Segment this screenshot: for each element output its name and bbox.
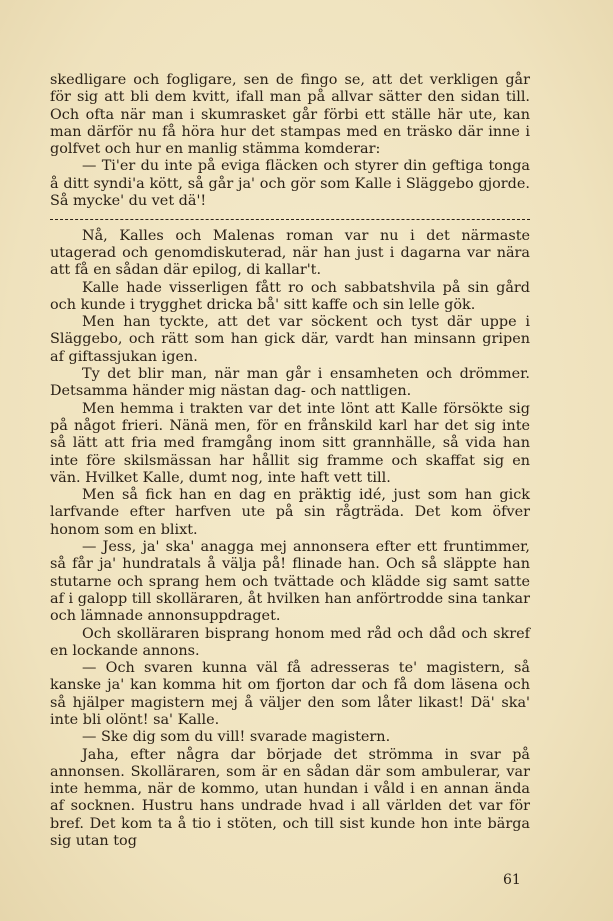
paragraph-7: Men hemma i trakten var det inte lönt att Kalle försökte sig på något frieri. Nänä men, för en frånskild karl har det sig inte så lätt att fria med framgång inom sitt grannhälle, så vida han inte före skilsmässan har hållit sig framme och skaffat sig en vän. Hvilket Kalle, dumt nog, inte haft vett till. [50, 400, 530, 486]
paragraph-13: Jaha, efter några dar började det strömma in svar på annonsen. Skolläraren, som är en sådan där som ambulerar, var inte hemma, när de kommo, utan hundan i våld i en annan ända af socknen. Hustru hans undrade hvad i all världen det var för bref. Det kom ta å tio i stöten, och till sist kunde hon inte bärga sig utan tog [50, 746, 530, 850]
paragraph-2: — Ti'er du inte på eviga fläcken och styrer din geftiga tonga å ditt syndi'a kött, så går ja' och gör som Kalle i Släggebo gjorde. Så mycke' du vet dä'! [50, 158, 530, 210]
page-number: 61 [503, 872, 521, 888]
paragraph-10: Och skolläraren bisprang honom med råd och dåd och skref en lockande annons. [50, 625, 530, 659]
body-text [50, 72, 530, 850]
paragraph-1: skedligare och fogligare, sen de fingo se, att det verkligen går för sig att bli dem kvitt, ifall man på allvar sätter den sidan till. Och ofta när man i skumrasket går förbi ett ställe här ute, kan man därför nu få höra hur det stampas med en träsko där inne i golfvet och hur en manlig stämma komderar: [50, 72, 530, 158]
paragraph-6: Ty det blir man, när man går i ensamheten och drömmer. Detsamma händer mig nästan dag- och nattligen. [50, 366, 530, 400]
paragraph-4: Kalle hade visserligen fått ro och sabbatshvila på sin gård och kunde i trygghet dricka bå' sitt kaffe och sin lelle gök. [50, 279, 530, 313]
paragraph-8: Men så fick han en dag en präktig idé, just som han gick larfvande efter harfven ute på sin rågträda. Det kom öfver honom som en blixt. [50, 487, 530, 538]
section-separator [50, 210, 530, 227]
paragraph-11: — Och svaren kunna väl få adresseras te' magistern, så kanske ja' kan komma hit om fjorton dar och få dom läsena och så hjälper magistern mej å väljer den som låter likast! Dä' ska' inte bli olönt! sa' Kalle. [50, 660, 530, 728]
paragraph-12: — Ske dig som du vill! svarade magistern. [82, 729, 391, 746]
paragraph-5: Men han tyckte, att det var söckent och tyst där uppe i Släggebo, och rätt som han gick där, vardt han minsann gripen af giftassjukan igen. [50, 314, 530, 365]
paragraph-9: — Jess, ja' ska' anagga mej annonsera efter ett fruntimmer, så får ja' hundratals å välja på! flinade han. Och så släppte han stutarne och sprang hem och tvättade och klädde sig samt satte af i galopp till skolläraren, åt hvilken han anförtrodde sina tankar och lämnade annonsuppdraget. [50, 539, 530, 625]
dashed-rule [50, 219, 530, 220]
paragraph-3: Nå, Kalles och Malenas roman var nu i det närmaste utagerad och genomdiskuterad, när han just i dagarna var nära att få en sådan där epilog, di kallar't. [50, 227, 530, 279]
